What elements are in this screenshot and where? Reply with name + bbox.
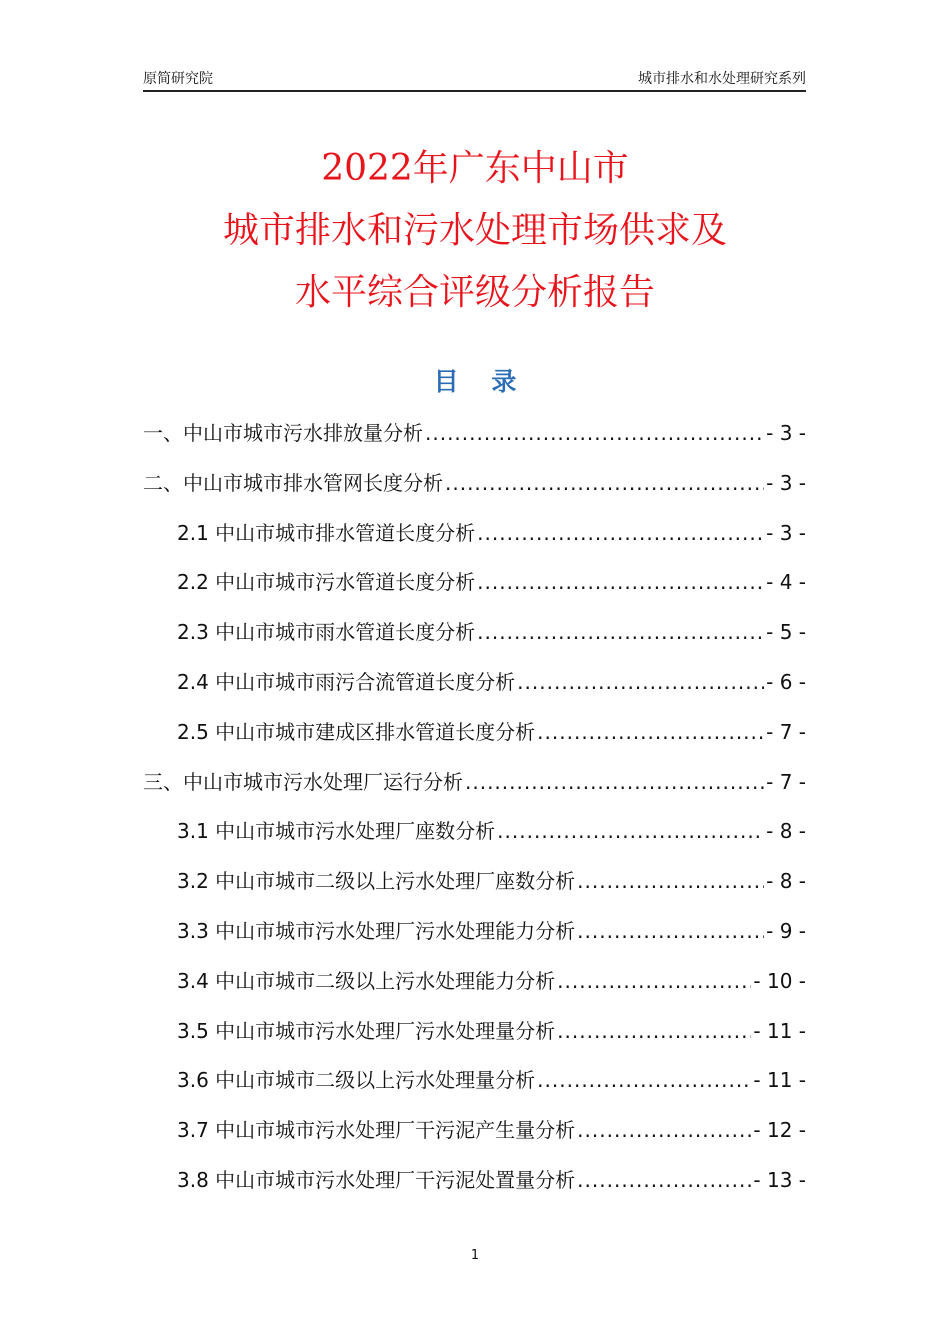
toc-leader-dots bbox=[477, 616, 764, 648]
toc-entry-title: 3.1 中山市城市污水处理厂座数分析 bbox=[177, 819, 496, 844]
toc-entry-page: - 3 - bbox=[766, 470, 806, 495]
table-of-contents bbox=[143, 417, 806, 1214]
toc-entry-title: 3.3 中山市城市污水处理厂污水处理能力分析 bbox=[177, 918, 576, 943]
toc-entry[interactable] bbox=[143, 566, 806, 616]
toc-entry-title: 二、中山市城市排水管网长度分析 bbox=[143, 470, 443, 495]
toc-entry-page: - 5 - bbox=[766, 620, 806, 645]
toc-leader-dots bbox=[557, 1015, 751, 1047]
toc-entry-page: - 8 - bbox=[766, 819, 806, 844]
toc-leader-dots bbox=[465, 766, 764, 798]
toc-entry[interactable] bbox=[143, 716, 806, 766]
toc-entry-page: - 11 - bbox=[753, 1068, 806, 1093]
toc-entry-title: 2.3 中山市城市雨水管道长度分析 bbox=[177, 620, 476, 645]
toc-entry-title: 3.7 中山市城市污水处理厂干污泥产生量分析 bbox=[177, 1118, 576, 1143]
toc-entry-page: - 6 - bbox=[766, 669, 806, 694]
toc-entry-title: 3.5 中山市城市污水处理厂污水处理量分析 bbox=[177, 1018, 556, 1043]
header-org: 原简研究院 bbox=[143, 71, 213, 87]
toc-entry[interactable] bbox=[143, 965, 806, 1015]
toc-entry[interactable] bbox=[143, 616, 806, 666]
toc-entry-page: - 3 - bbox=[766, 421, 806, 445]
toc-entry[interactable] bbox=[143, 1164, 806, 1214]
toc-entry[interactable] bbox=[143, 1064, 806, 1114]
toc-leader-dots bbox=[445, 467, 764, 499]
toc-entry[interactable] bbox=[143, 865, 806, 915]
toc-entry-page: - 9 - bbox=[766, 918, 806, 943]
toc-entry-title: 3.8 中山市城市污水处理厂干污泥处置量分析 bbox=[177, 1167, 576, 1192]
toc-leader-dots bbox=[517, 666, 764, 698]
toc-entry-page: - 4 - bbox=[766, 570, 806, 595]
toc-entry-page: - 11 - bbox=[753, 1018, 806, 1043]
toc-entry-page: - 12 - bbox=[753, 1118, 806, 1143]
title-line-2: 城市排水和污水处理市场供求及 bbox=[222, 210, 727, 251]
toc-entry[interactable] bbox=[143, 417, 806, 467]
toc-entry[interactable] bbox=[143, 666, 806, 716]
toc-leader-dots bbox=[577, 1114, 751, 1146]
toc-entry-page: - 13 - bbox=[753, 1167, 806, 1192]
page-header bbox=[143, 68, 806, 92]
toc-leader-dots bbox=[477, 517, 764, 549]
page-number: 1 bbox=[470, 1248, 480, 1263]
toc-entry-title: 3.4 中山市城市二级以上污水处理能力分析 bbox=[177, 968, 556, 993]
title-line-1: 2022年广东中山市 bbox=[321, 148, 629, 189]
toc-entry-page: - 7 - bbox=[766, 769, 806, 794]
toc-entry-title: 三、中山市城市污水处理厂运行分析 bbox=[143, 769, 463, 794]
toc-entry[interactable] bbox=[143, 815, 806, 865]
toc-leader-dots bbox=[557, 965, 751, 997]
toc-leader-dots bbox=[425, 417, 764, 449]
toc-entry-title: 3.6 中山市城市二级以上污水处理量分析 bbox=[177, 1068, 536, 1093]
toc-entry[interactable] bbox=[143, 915, 806, 965]
toc-leader-dots bbox=[477, 566, 764, 598]
header-series: 城市排水和水处理研究系列 bbox=[638, 71, 806, 87]
toc-entry[interactable] bbox=[143, 517, 806, 567]
toc-entry-page: - 7 - bbox=[766, 719, 806, 744]
toc-leader-dots bbox=[537, 1064, 751, 1096]
toc-entry-page: - 3 - bbox=[766, 520, 806, 545]
toc-leader-dots bbox=[537, 716, 764, 748]
toc-entry-page: - 10 - bbox=[753, 968, 806, 993]
toc-entry-title: 2.4 中山市城市雨污合流管道长度分析 bbox=[177, 669, 516, 694]
toc-heading: 目 录 bbox=[433, 367, 529, 396]
toc-entry-title: 3.2 中山市城市二级以上污水处理厂座数分析 bbox=[177, 869, 576, 894]
title-line-3: 水平综合评级分析报告 bbox=[294, 272, 655, 313]
toc-leader-dots bbox=[577, 915, 764, 947]
toc-entry-title: 2.5 中山市城市建成区排水管道长度分析 bbox=[177, 719, 536, 744]
toc-entry-title: 2.1 中山市城市排水管道长度分析 bbox=[177, 520, 476, 545]
toc-leader-dots bbox=[577, 865, 764, 897]
toc-leader-dots bbox=[577, 1164, 751, 1196]
toc-entry-title: 一、中山市城市污水排放量分析 bbox=[143, 421, 423, 445]
toc-entry-page: - 8 - bbox=[766, 869, 806, 894]
toc-leader-dots bbox=[497, 815, 764, 847]
document-title bbox=[0, 138, 950, 324]
toc-entry[interactable] bbox=[143, 1114, 806, 1164]
toc-entry[interactable] bbox=[143, 467, 806, 517]
toc-entry-title: 2.2 中山市城市污水管道长度分析 bbox=[177, 570, 476, 595]
toc-entry[interactable] bbox=[143, 766, 806, 816]
toc-entry[interactable] bbox=[143, 1015, 806, 1065]
